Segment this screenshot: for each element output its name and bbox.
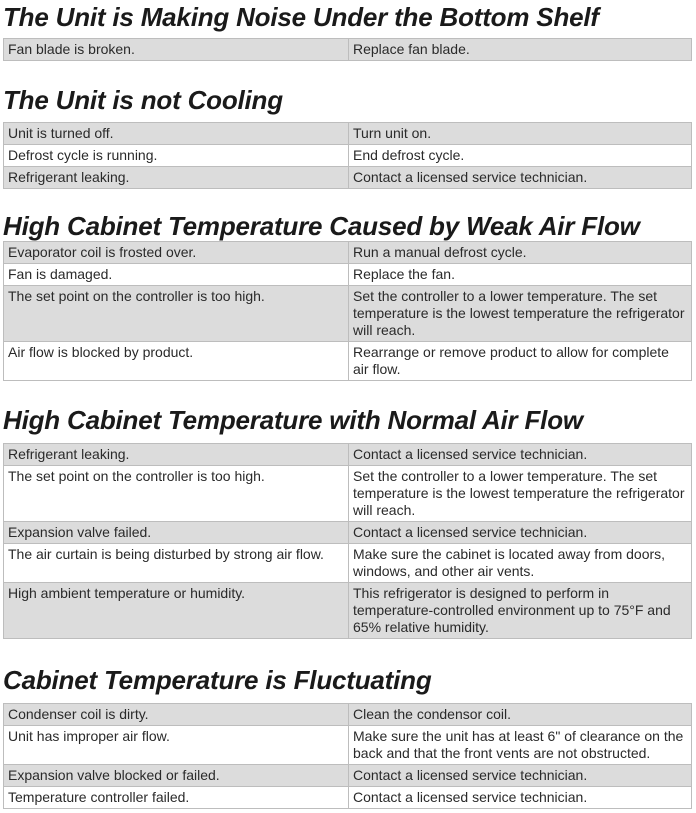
table-row <box>4 123 692 145</box>
table-row <box>4 342 692 381</box>
table-row <box>4 704 692 726</box>
section-not-cooling <box>3 85 692 189</box>
problem-cell: The air curtain is being disturbed by strong air flow. <box>4 544 349 583</box>
solution-cell: Run a manual defrost cycle. <box>349 242 692 264</box>
troubleshooting-table <box>3 122 692 189</box>
solution-cell: Replace fan blade. <box>349 39 692 61</box>
solution-cell: Contact a licensed service technician. <box>349 167 692 189</box>
table-row <box>4 726 692 765</box>
troubleshooting-table <box>3 38 692 61</box>
troubleshooting-table <box>3 241 692 381</box>
section-title: The Unit is Making Noise Under the Bottom Shelf <box>3 2 599 32</box>
table-row <box>4 264 692 286</box>
solution-cell: Contact a licensed service technician. <box>349 765 692 787</box>
problem-cell: Refrigerant leaking. <box>4 167 349 189</box>
problem-cell: Temperature controller failed. <box>4 787 349 809</box>
table-row <box>4 466 692 522</box>
table-row <box>4 522 692 544</box>
section-weak-air-flow <box>3 211 692 381</box>
solution-cell: Make sure the cabinet is located away from doors, windows, and other air vents. <box>349 544 692 583</box>
solution-cell: End defrost cycle. <box>349 145 692 167</box>
table-row <box>4 787 692 809</box>
problem-cell: Expansion valve blocked or failed. <box>4 765 349 787</box>
section-title: Cabinet Temperature is Fluctuating <box>3 665 432 695</box>
table-row <box>4 242 692 264</box>
troubleshooting-table <box>3 703 692 809</box>
section-title: High Cabinet Temperature Caused by Weak Air Flow <box>3 211 640 241</box>
solution-cell: Contact a licensed service technician. <box>349 522 692 544</box>
section-fluctuating <box>3 665 692 809</box>
solution-cell: Rearrange or remove product to allow for complete air flow. <box>349 342 692 381</box>
table-row <box>4 444 692 466</box>
section-title: The Unit is not Cooling <box>3 85 283 115</box>
solution-cell: Set the controller to a lower temperature. The set temperature is the lowest temperature the refrigerator will reach. <box>349 466 692 522</box>
problem-cell: Unit is turned off. <box>4 123 349 145</box>
table-row <box>4 765 692 787</box>
problem-cell: Fan is damaged. <box>4 264 349 286</box>
troubleshooting-table <box>3 443 692 639</box>
section-normal-air-flow <box>3 405 692 639</box>
table-row <box>4 145 692 167</box>
table-row <box>4 583 692 639</box>
solution-cell: Turn unit on. <box>349 123 692 145</box>
problem-cell: Refrigerant leaking. <box>4 444 349 466</box>
problem-cell: Unit has improper air flow. <box>4 726 349 765</box>
table-row <box>4 544 692 583</box>
section-noise <box>3 2 692 61</box>
solution-cell: Replace the fan. <box>349 264 692 286</box>
section-title: High Cabinet Temperature with Normal Air Flow <box>3 405 583 435</box>
problem-cell: Defrost cycle is running. <box>4 145 349 167</box>
problem-cell: Condenser coil is dirty. <box>4 704 349 726</box>
problem-cell: Evaporator coil is frosted over. <box>4 242 349 264</box>
solution-cell: Make sure the unit has at least 6" of clearance on the back and that the front vents are not obstructed. <box>349 726 692 765</box>
solution-cell: Contact a licensed service technician. <box>349 444 692 466</box>
problem-cell: Fan blade is broken. <box>4 39 349 61</box>
problem-cell: The set point on the controller is too high. <box>4 286 349 342</box>
table-row <box>4 39 692 61</box>
table-row <box>4 286 692 342</box>
problem-cell: Air flow is blocked by product. <box>4 342 349 381</box>
problem-cell: Expansion valve failed. <box>4 522 349 544</box>
problem-cell: The set point on the controller is too high. <box>4 466 349 522</box>
solution-cell: Contact a licensed service technician. <box>349 787 692 809</box>
solution-cell: Clean the condensor coil. <box>349 704 692 726</box>
solution-cell: This refrigerator is designed to perform in temperature-controlled environment up to 75°F and 65% relative humidity. <box>349 583 692 639</box>
table-row <box>4 167 692 189</box>
problem-cell: High ambient temperature or humidity. <box>4 583 349 639</box>
solution-cell: Set the controller to a lower temperature. The set temperature is the lowest temperature the refrigerator will reach. <box>349 286 692 342</box>
